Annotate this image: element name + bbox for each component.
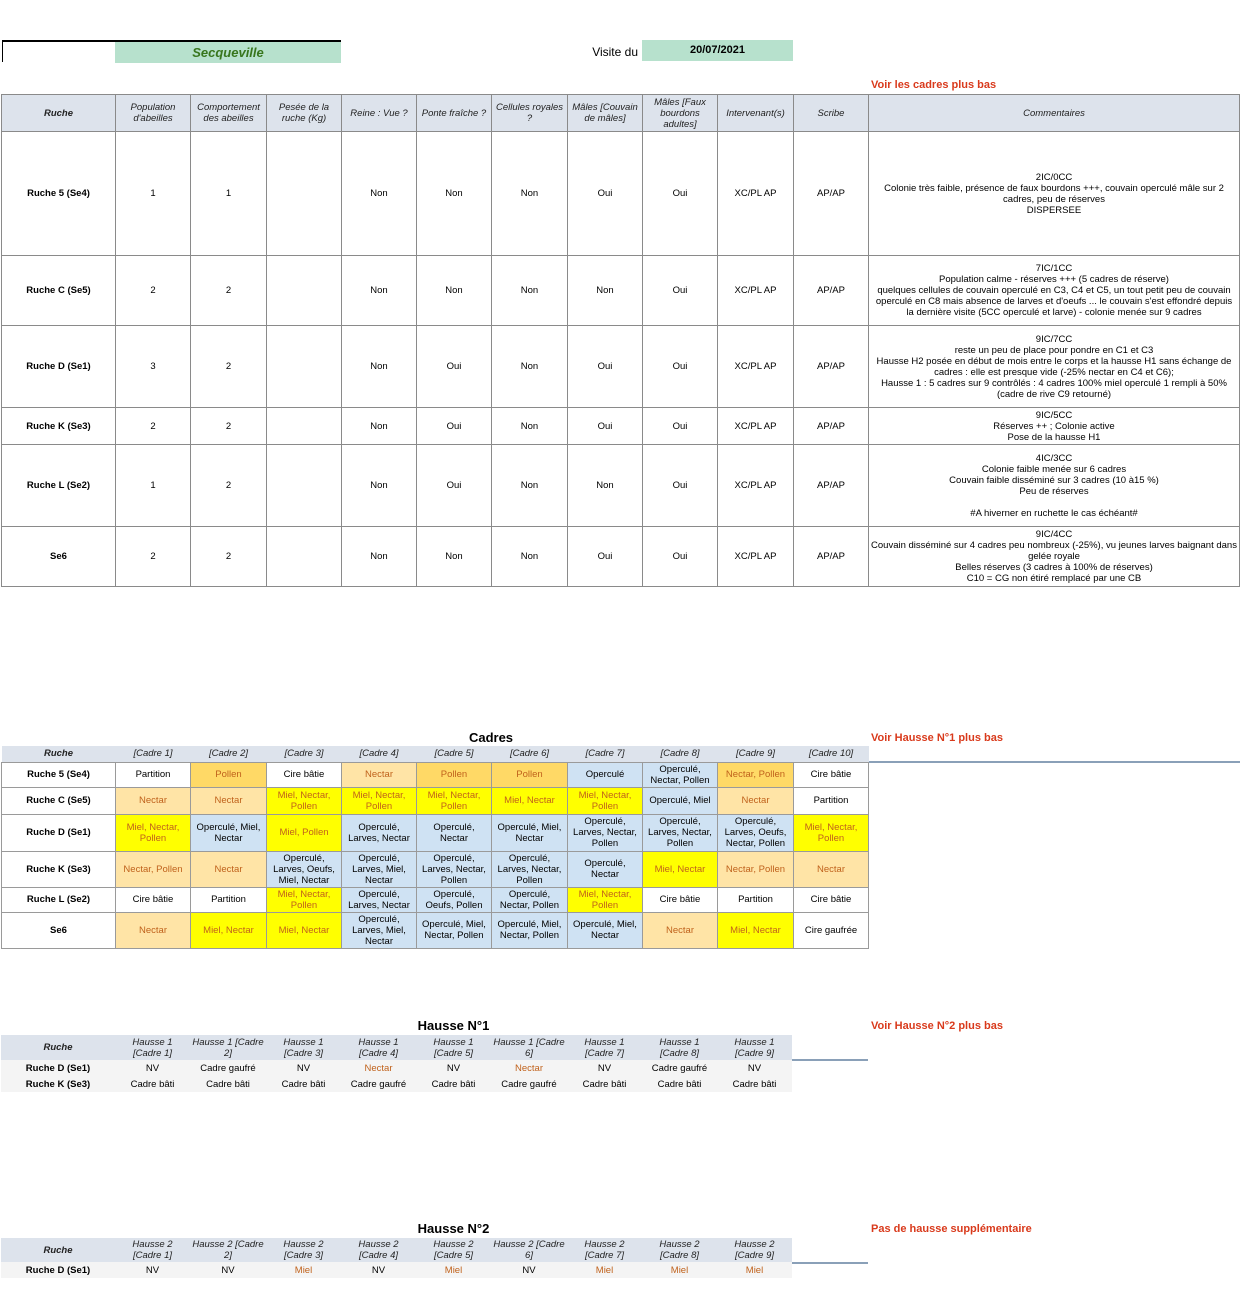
frame-cell: Operculé, Miel, Nectar, Pollen	[417, 912, 492, 948]
frame-cell: NV	[717, 1060, 792, 1076]
column-header: Comportement des abeilles	[191, 95, 267, 132]
cell-ponte: Non	[417, 256, 492, 326]
frame-cell: Cire bâtie	[794, 762, 869, 787]
cadres-separator	[868, 761, 1240, 763]
comment-cell	[869, 256, 1240, 326]
cell-comp: 2	[191, 256, 267, 326]
cell-males-couvain: Oui	[568, 132, 643, 256]
column-header: [Cadre 10]	[794, 746, 869, 762]
frame-cell: Operculé, Larves, Miel, Nectar	[342, 851, 417, 887]
frame-cell: Partition	[794, 787, 869, 814]
cell-cellules: Non	[492, 132, 568, 256]
frame-cell: Operculé, Miel, Nectar	[492, 814, 568, 851]
frame-cell: Miel	[717, 1262, 792, 1278]
table-row	[1, 1060, 792, 1076]
frame-cell: Operculé, Nectar	[417, 814, 492, 851]
cell-scribe: AP/AP	[794, 445, 869, 527]
column-header: Reine : Vue ?	[342, 95, 417, 132]
frame-cell: Nectar	[794, 851, 869, 887]
column-header: Hausse 1 [Cadre 9]	[717, 1035, 792, 1060]
cell-cellules: Non	[492, 527, 568, 587]
column-header: Hausse 2 [Cadre 9]	[717, 1238, 792, 1262]
column-header: Hausse 2 [Cadre 4]	[341, 1238, 416, 1262]
frame-cell: Operculé, Miel, Nectar	[568, 912, 643, 948]
frame-cell: Operculé, Nectar	[568, 851, 643, 887]
frame-cell: Cadre gaufré	[341, 1076, 416, 1092]
ruche-name: Ruche K (Se3)	[1, 1076, 115, 1092]
cell-pesee	[267, 132, 342, 256]
frame-cell: Miel	[642, 1262, 717, 1278]
note-no-more: Pas de hausse supplémentaire	[871, 1223, 1032, 1235]
frame-cell: NV	[115, 1262, 190, 1278]
frame-cell: Operculé, Larves, Miel, Nectar	[342, 912, 417, 948]
cell-comp: 2	[191, 408, 267, 445]
cell-ponte: Oui	[417, 408, 492, 445]
cell-pop: 2	[116, 256, 191, 326]
frame-cell: Cadre gaufré	[190, 1060, 266, 1076]
column-header-ruche: Ruche	[1, 1238, 115, 1262]
ruche-name: Ruche 5 (Se4)	[2, 762, 116, 787]
ruche-name: Ruche C (Se5)	[2, 787, 116, 814]
cell-cellules: Non	[492, 326, 568, 408]
cell-pop: 3	[116, 326, 191, 408]
table-row	[2, 256, 1240, 326]
frame-cell: NV	[266, 1060, 341, 1076]
frame-cell: Cadre gaufré	[642, 1060, 717, 1076]
cell-scribe: AP/AP	[794, 256, 869, 326]
column-header: Hausse 1 [Cadre 1]	[115, 1035, 190, 1060]
table-row	[2, 787, 869, 814]
comment-line: Réserves ++ ; Colonie active	[993, 420, 1115, 432]
column-header: Population d'abeilles	[116, 95, 191, 132]
cell-pop: 1	[116, 445, 191, 527]
note-see-hausse2: Voir Hausse N°2 plus bas	[871, 1020, 1003, 1032]
frame-cell: Operculé, Larves, Nectar	[342, 887, 417, 912]
cell-intervenant: XC/PL AP	[718, 132, 794, 256]
frame-cell: Operculé, Miel	[643, 787, 718, 814]
ruche-name: Ruche K (Se3)	[2, 851, 116, 887]
cell-males-adultes: Oui	[643, 527, 718, 587]
frame-cell: Operculé, Oeufs, Pollen	[417, 887, 492, 912]
column-header: Hausse 1 [Cadre 7]	[567, 1035, 642, 1060]
cell-pop: 2	[116, 408, 191, 445]
frame-cell: Pollen	[191, 762, 267, 787]
frame-cell: Miel, Nectar, Pollen	[417, 787, 492, 814]
cell-comp: 2	[191, 527, 267, 587]
comment-line: Couvain disséminé sur 4 cadres peu nombreux (-25%), vu jeunes larves baignant dans gelée royale	[871, 540, 1237, 562]
comment-cell	[869, 132, 1240, 256]
comment-line: Hausse H2 posée en début de mois entre le corps et la hausse H1 sans échange de cadres : elle est presque vide (-25% nectar en C4 et C6);	[876, 355, 1232, 378]
table-row	[1, 1076, 792, 1092]
column-header: [Cadre 9]	[718, 746, 794, 762]
frame-cell: Cadre bâti	[642, 1076, 717, 1092]
cell-males-adultes: Oui	[643, 408, 718, 445]
comment-line	[871, 497, 1237, 508]
frame-cell: NV	[190, 1262, 266, 1278]
frame-cell: Miel, Nectar	[643, 851, 718, 887]
table-row	[2, 762, 869, 787]
frame-cell: Cadre bâti	[115, 1076, 190, 1092]
column-header: [Cadre 4]	[342, 746, 417, 762]
visit-table	[1, 94, 1240, 587]
cell-cellules: Non	[492, 445, 568, 527]
cell-intervenant: XC/PL AP	[718, 445, 794, 527]
comment-line: reste un peu de place pour pondre en C1 et C3	[954, 344, 1154, 356]
table-row	[2, 912, 869, 948]
cell-pesee	[267, 256, 342, 326]
column-header: Mâles [Faux bourdons adultes]	[643, 95, 718, 132]
column-header: [Cadre 8]	[643, 746, 718, 762]
hausse1-title: Hausse N°1	[417, 1018, 490, 1033]
hausse1-table	[1, 1035, 792, 1092]
frame-cell: Miel, Nectar, Pollen	[568, 787, 643, 814]
cell-ponte: Oui	[417, 445, 492, 527]
frame-cell: Miel, Nectar, Pollen	[116, 814, 191, 851]
frame-cell: Miel, Nectar	[718, 912, 794, 948]
frame-cell: Miel	[266, 1262, 341, 1278]
frame-cell: Cire gaufrée	[794, 912, 869, 948]
ruche-name: Ruche 5 (Se4)	[2, 132, 116, 256]
frame-cell: Partition	[718, 887, 794, 912]
ruche-name: Ruche C (Se5)	[2, 256, 116, 326]
column-header: Hausse 2 [Cadre 1]	[115, 1238, 190, 1262]
column-header: Hausse 1 [Cadre 5]	[416, 1035, 491, 1060]
column-header: Hausse 2 [Cadre 5]	[416, 1238, 491, 1262]
column-header: Cellules royales ?	[492, 95, 568, 132]
table-row	[2, 527, 1240, 587]
ruche-name: Ruche D (Se1)	[1, 1060, 115, 1076]
cell-males-adultes: Oui	[643, 256, 718, 326]
cell-reine: Non	[342, 527, 417, 587]
frame-cell: Cadre gaufré	[491, 1076, 567, 1092]
frame-cell: Miel, Nectar, Pollen	[794, 814, 869, 851]
column-header: [Cadre 6]	[492, 746, 568, 762]
cell-scribe: AP/AP	[794, 527, 869, 587]
cell-reine: Non	[342, 445, 417, 527]
note-see-hausse1: Voir Hausse N°1 plus bas	[871, 732, 1003, 744]
frame-cell: Nectar, Pollen	[718, 851, 794, 887]
frame-cell: NV	[567, 1060, 642, 1076]
frame-cell: Pollen	[492, 762, 568, 787]
table-row	[2, 408, 1240, 445]
frame-cell: Miel, Nectar, Pollen	[342, 787, 417, 814]
frame-cell: Nectar	[116, 912, 191, 948]
frame-cell: Cadre bâti	[416, 1076, 491, 1092]
frame-cell: Cadre bâti	[717, 1076, 792, 1092]
cell-pesee	[267, 527, 342, 587]
frame-cell: Operculé, Miel, Nectar, Pollen	[492, 912, 568, 948]
frame-cell: Nectar	[491, 1060, 567, 1076]
column-header: Ponte fraîche ?	[417, 95, 492, 132]
cadres-header	[2, 746, 869, 762]
table-row	[1, 1262, 792, 1278]
column-header: [Cadre 3]	[267, 746, 342, 762]
comment-line: 7IC/1CC	[1035, 263, 1073, 274]
cell-ponte: Non	[417, 132, 492, 256]
comment-line: Belles réserves (3 cadres à 100% de réserves)	[955, 562, 1153, 573]
hausse2-header	[1, 1238, 792, 1262]
column-header: Scribe	[794, 95, 869, 132]
comment-line: 9IC/4CC	[1035, 529, 1073, 540]
table-row	[2, 132, 1240, 256]
column-header: Hausse 2 [Cadre 3]	[266, 1238, 341, 1262]
column-header: Pesée de la ruche (Kg)	[267, 95, 342, 132]
hausse1-header	[1, 1035, 792, 1060]
column-header: Intervenant(s)	[718, 95, 794, 132]
ruche-name: Ruche D (Se1)	[2, 326, 116, 408]
cell-reine: Non	[342, 326, 417, 408]
cell-ponte: Oui	[417, 326, 492, 408]
frame-cell: Nectar	[116, 787, 191, 814]
column-header-ruche: Ruche	[1, 1035, 115, 1060]
ruche-name: Ruche D (Se1)	[2, 814, 116, 851]
frame-cell: NV	[491, 1262, 567, 1278]
column-header: Hausse 1 [Cadre 3]	[266, 1035, 341, 1060]
cell-males-couvain: Oui	[568, 326, 643, 408]
frame-cell: Cire bâtie	[643, 887, 718, 912]
comment-line: Colonie très faible, présence de faux bourdons +++, couvain operculé mâle sur 2 cadres, peu de réserves	[884, 182, 1224, 205]
comment-line: Population calme - réserves +++ (5 cadres de réserve)	[939, 274, 1169, 285]
comment-line: DISPERSEE	[1026, 204, 1082, 216]
column-header: Hausse 2 [Cadre 8]	[642, 1238, 717, 1262]
cell-cellules: Non	[492, 256, 568, 326]
table-row	[2, 326, 1240, 408]
visit-table-header	[2, 95, 1240, 132]
cell-reine: Non	[342, 132, 417, 256]
frame-cell: NV	[416, 1060, 491, 1076]
header-left-cell	[2, 40, 115, 62]
cell-males-couvain: Non	[568, 445, 643, 527]
comment-line: Pose de la hausse H1	[1007, 431, 1101, 443]
cell-intervenant: XC/PL AP	[718, 527, 794, 587]
column-header: Hausse 2 [Cadre 6]	[491, 1238, 567, 1262]
cadres-table	[1, 746, 869, 949]
frame-cell: Operculé, Larves, Oeufs, Nectar, Pollen	[718, 814, 794, 851]
frame-cell: Miel, Nectar	[267, 912, 342, 948]
cell-comp: 2	[191, 326, 267, 408]
frame-cell: Nectar	[342, 762, 417, 787]
frame-cell: Cadre bâti	[567, 1076, 642, 1092]
frame-cell: Nectar	[643, 912, 718, 948]
ruche-name: Ruche L (Se2)	[2, 445, 116, 527]
frame-cell: Pollen	[417, 762, 492, 787]
comment-cell	[869, 445, 1240, 527]
frame-cell: Operculé, Miel, Nectar	[191, 814, 267, 851]
visit-label: Visite du	[592, 45, 638, 59]
column-header: [Cadre 1]	[116, 746, 191, 762]
column-header: [Cadre 7]	[568, 746, 643, 762]
frame-cell: Miel, Nectar, Pollen	[568, 887, 643, 912]
frame-cell: Miel, Pollen	[267, 814, 342, 851]
cell-reine: Non	[342, 408, 417, 445]
frame-cell: Cire bâtie	[116, 887, 191, 912]
column-header: Hausse 1 [Cadre 2]	[190, 1035, 266, 1060]
cell-males-couvain: Oui	[568, 527, 643, 587]
visit-date: 20/07/2021	[642, 40, 793, 61]
cell-males-couvain: Non	[568, 256, 643, 326]
comment-line: 4IC/3CC	[1035, 452, 1073, 464]
column-header: [Cadre 5]	[417, 746, 492, 762]
frame-cell: Operculé, Larves, Nectar, Pollen	[643, 814, 718, 851]
frame-cell: Operculé, Larves, Oeufs, Miel, Nectar	[267, 851, 342, 887]
cell-comp: 2	[191, 445, 267, 527]
column-header: Mâles [Couvain de mâles]	[568, 95, 643, 132]
cell-intervenant: XC/PL AP	[718, 408, 794, 445]
cell-pesee	[267, 445, 342, 527]
frame-cell: Miel, Nectar, Pollen	[267, 887, 342, 912]
cell-scribe: AP/AP	[794, 326, 869, 408]
cell-males-couvain: Oui	[568, 408, 643, 445]
hausse2-title: Hausse N°2	[417, 1221, 490, 1236]
frame-cell: Operculé, Larves, Nectar, Pollen	[568, 814, 643, 851]
comment-line: C10 = CG non étiré remplacé par une CB	[966, 573, 1142, 584]
frame-cell: Nectar	[191, 851, 267, 887]
comment-line: #A hiverner en ruchette le cas échéant#	[970, 507, 1138, 519]
frame-cell: Miel, Nectar, Pollen	[267, 787, 342, 814]
frame-cell: Operculé, Nectar, Pollen	[643, 762, 718, 787]
ruche-name: Ruche L (Se2)	[2, 887, 116, 912]
frame-cell: Cadre bâti	[190, 1076, 266, 1092]
frame-cell: Cire bâtie	[794, 887, 869, 912]
comment-line: Peu de réserves	[1019, 485, 1089, 497]
comment-line: quelques cellules de couvain operculé en C3, C4 et C5, un tout petit peu de couvain operculé en C8 mais absence de larves et d'oeufs ... le couvain s'est effondré depuis la dernière visite (5CC operculé et larve) - colonie menée sur 9 cadres	[875, 285, 1233, 318]
ruche-name: Ruche K (Se3)	[2, 408, 116, 445]
frame-cell: Nectar	[191, 787, 267, 814]
cell-cellules: Non	[492, 408, 568, 445]
table-row	[2, 445, 1240, 527]
ruche-name: Se6	[2, 912, 116, 948]
frame-cell: Miel, Nectar	[191, 912, 267, 948]
column-header: Hausse 1 [Cadre 8]	[642, 1035, 717, 1060]
frame-cell: Miel, Nectar	[492, 787, 568, 814]
frame-cell: Nectar	[718, 787, 794, 814]
column-header-ruche: Ruche	[2, 746, 116, 762]
cell-comp: 1	[191, 132, 267, 256]
comment-cell	[869, 326, 1240, 408]
cell-pop: 1	[116, 132, 191, 256]
table-row	[2, 851, 869, 887]
cell-males-adultes: Oui	[643, 445, 718, 527]
cell-males-adultes: Oui	[643, 132, 718, 256]
cell-reine: Non	[342, 256, 417, 326]
ruche-name: Se6	[2, 527, 116, 587]
cell-males-adultes: Oui	[643, 326, 718, 408]
hausse2-table	[1, 1238, 792, 1278]
table-row	[2, 887, 869, 912]
comment-cell	[869, 408, 1240, 445]
frame-cell: Cadre bâti	[266, 1076, 341, 1092]
ruche-name: Ruche D (Se1)	[1, 1262, 115, 1278]
comment-line: Hausse 1 : 5 cadres sur 9 contrôlés : 4 cadres 100% miel operculé 1 rempli à 50% (cadre de rive C9 retourné)	[881, 377, 1227, 400]
comment-line: Couvain faible disséminé sur 3 cadres (10 à15 %)	[949, 474, 1159, 486]
frame-cell: Operculé	[568, 762, 643, 787]
frame-cell: Operculé, Larves, Nectar, Pollen	[492, 851, 568, 887]
frame-cell: Miel	[416, 1262, 491, 1278]
frame-cell: Operculé, Nectar, Pollen	[492, 887, 568, 912]
cell-pop: 2	[116, 527, 191, 587]
column-header: Hausse 1 [Cadre 6]	[491, 1035, 567, 1060]
frame-cell: Miel	[567, 1262, 642, 1278]
comment-line: Colonie faible menée sur 6 cadres	[981, 463, 1127, 475]
frame-cell: Nectar, Pollen	[718, 762, 794, 787]
frame-cell: Operculé, Larves, Nectar, Pollen	[417, 851, 492, 887]
column-header: Hausse 2 [Cadre 2]	[190, 1238, 266, 1262]
column-header: [Cadre 2]	[191, 746, 267, 762]
frame-cell: NV	[115, 1060, 190, 1076]
cell-pesee	[267, 326, 342, 408]
column-header-ruche: Ruche	[2, 95, 116, 132]
comment-cell	[869, 527, 1240, 587]
frame-cell: Partition	[191, 887, 267, 912]
comment-line: 9IC/5CC	[1035, 409, 1073, 421]
frame-cell: NV	[341, 1262, 416, 1278]
site-name: Secqueville	[115, 40, 341, 63]
table-row	[2, 814, 869, 851]
column-header: Hausse 1 [Cadre 4]	[341, 1035, 416, 1060]
comment-line: 2IC/0CC	[1035, 171, 1073, 183]
comment-line: 9IC/7CC	[1035, 333, 1073, 345]
cell-ponte: Non	[417, 527, 492, 587]
column-header: Hausse 2 [Cadre 7]	[567, 1238, 642, 1262]
column-header: Commentaires	[869, 95, 1240, 132]
cell-scribe: AP/AP	[794, 408, 869, 445]
cell-intervenant: XC/PL AP	[718, 256, 794, 326]
note-see-frames: Voir les cadres plus bas	[871, 79, 997, 91]
frame-cell: Operculé, Larves, Nectar	[342, 814, 417, 851]
frame-cell: Nectar, Pollen	[116, 851, 191, 887]
cadres-title: Cadres	[468, 730, 514, 745]
cell-scribe: AP/AP	[794, 132, 869, 256]
frame-cell: Partition	[116, 762, 191, 787]
cell-pesee	[267, 408, 342, 445]
frame-cell: Cire bâtie	[267, 762, 342, 787]
frame-cell: Nectar	[341, 1060, 416, 1076]
cell-intervenant: XC/PL AP	[718, 326, 794, 408]
